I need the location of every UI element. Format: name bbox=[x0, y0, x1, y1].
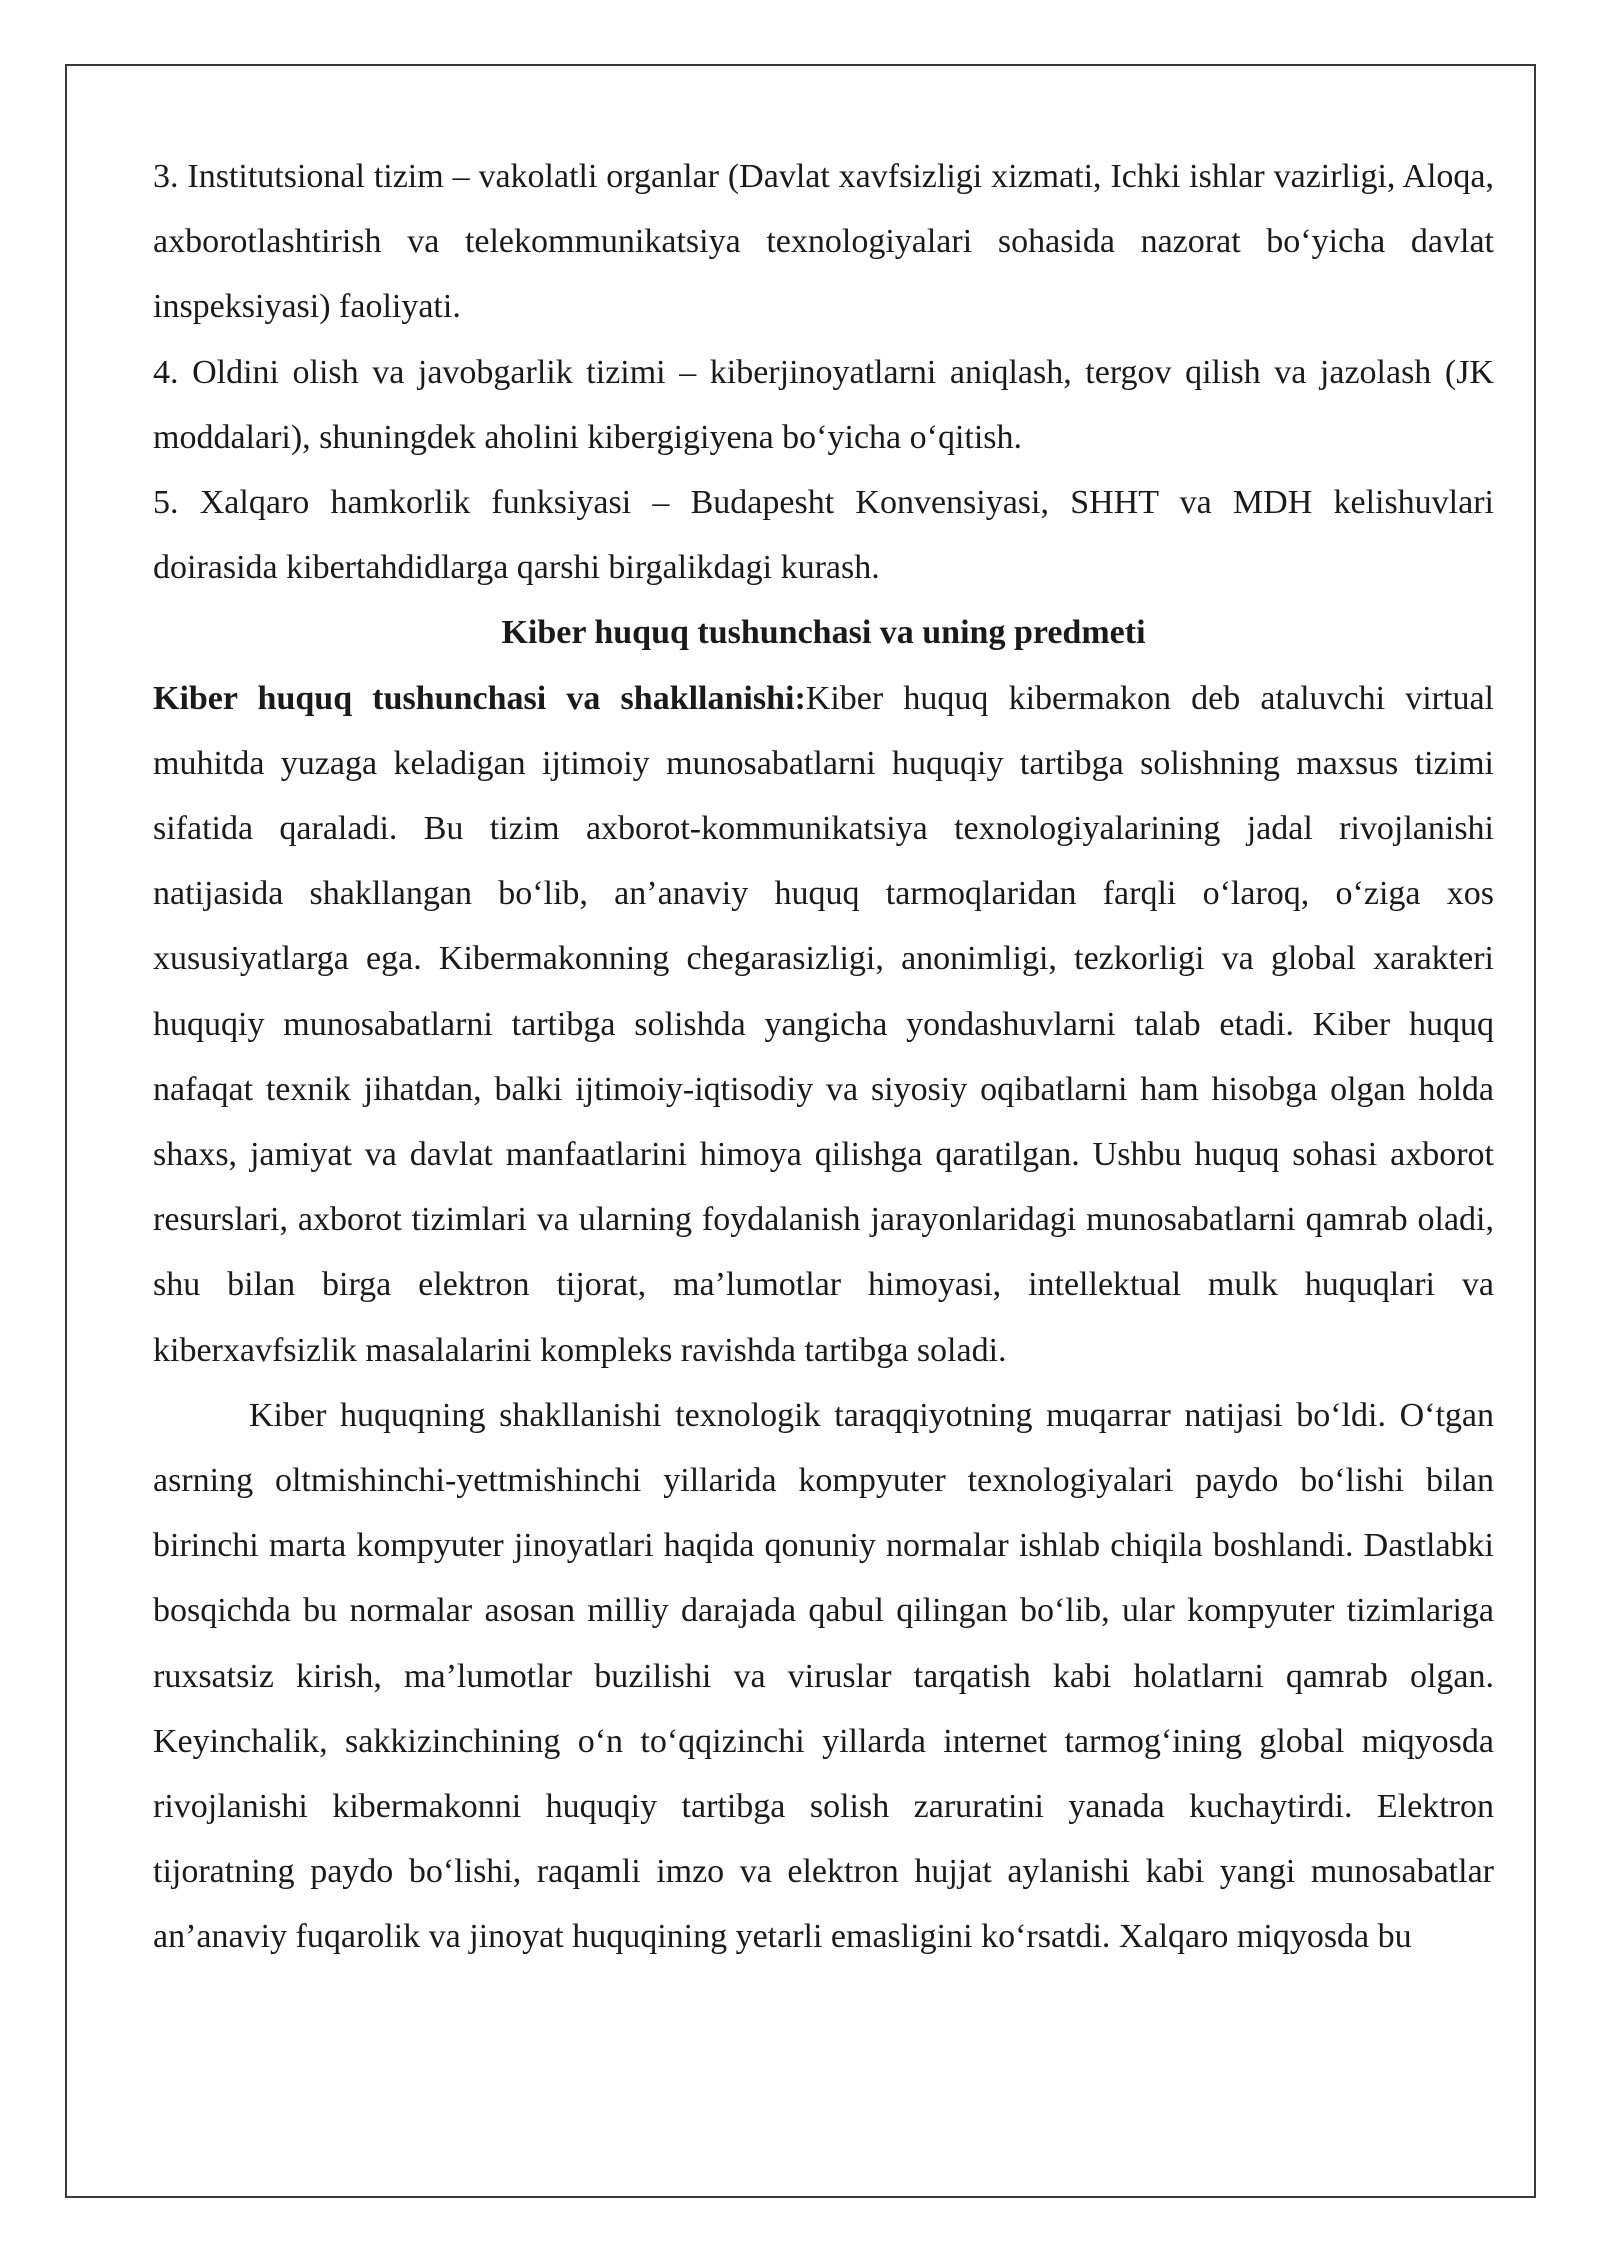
lead-text: Kiber huquq kibermakon deb ataluvchi virtual muhitda yuzaga keladigan ijtimoiy munosabatlarni huquqiy tartibga solishning maxsus tizimi sifatida qaraladi. Bu tizim axborot-kommunikatsiya texnologiyalarining jadal rivojlanishi natijasida shakllangan bo‘lib, an’anaviy huquq tarmoqlaridan farqli o‘laroq, o‘ziga xos xususiyatlarga ega. Kibermakonning chegarasizligi, anonimligi, tezkorligi va global xarakteri huquqiy munosabatlarni tartibga solishda yangicha yondashuvlarni talab etadi. Kiber huquq nafaqat texnik jihatdan, balki ijtimoiy-iqtisodiy va siyosiy oqibatlarni ham hisobga olgan holda shaxs, jamiyat va davlat manfaatlarini himoya qilishga qaratilgan. Ushbu huquq sohasi axborot resurslari, axborot tizimlari va ularning foydalanish jarayonlaridagi munosabatlarni qamrab oladi, shu bilan birga elektron tijorat, ma’lumotlar himoyasi, intellektual mulk huquqlari va kiberxavfsizlik masalalarini kompleks ravishda tartibga soladi. bbox=[153, 679, 1494, 1369]
list-item-5: 5. Xalqaro hamkorlik funksiyasi – Budapesht Konvensiyasi, SHHT va MDH kelishuvlari doirasida kibertahdidlarga qarshi birgalikdagi kurash. bbox=[153, 484, 1494, 587]
list-item-3: 3. Institutsional tizim – vakolatli organlar (Davlat xavfsizligi xizmati, Ichki ishlar vazirligi, Aloqa, axborotlashtirish va telekommunikatsiya texnologiyalari sohasida nazorat bo‘yicha davlat inspeksiyasi) faoliyati. bbox=[153, 158, 1494, 326]
lead-term: Kiber huquq tushunchasi va shakllanishi: bbox=[153, 679, 806, 717]
section-heading: Kiber huquq tushunchasi va uning predmeti bbox=[501, 614, 1146, 652]
list-item-4: 4. Oldini olish va javobgarlik tizimi – kiberjinoyatlarni aniqlash, tergov qilish va jazolash (JK moddalari), shuningdek aholini kibergigiyena bo‘yicha o‘qitish. bbox=[153, 353, 1494, 456]
lead-paragraph bbox=[153, 666, 1494, 1383]
document-body bbox=[153, 144, 1494, 1970]
body-paragraph: Kiber huquqning shakllanishi texnologik taraqqiyotning muqarrar natijasi bo‘ldi. O‘tgan asrning oltmishinchi-yettmishinchi yillarida kompyuter texnologiyalari paydo bo‘lishi bilan birinchi marta kompyuter jinoyatlari haqida qonuniy normalar ishlab chiqila boshlandi. Dastlabki bosqichda bu normalar asosan milliy darajada qabul qilingan bo‘lib, ular kompyuter tizimlariga ruxsatsiz kirish, ma’lumotlar buzilishi va viruslar tarqatish kabi holatlarni qamrab olgan. Keyinchalik, sakkizinchining o‘n to‘qqizinchi yillarda internet tarmog‘ining global miqyosda rivojlanishi kibermakonni huquqiy tartibga solish zaruratini yanada kuchaytirdi. Elektron tijoratning paydo bo‘lishi, raqamli imzo va elektron hujjat aylanishi kabi yangi munosabatlar an’anaviy fuqarolik va jinoyat huquqining yetarli emasligini ko‘rsatdi. Xalqaro miqyosda bu bbox=[153, 1396, 1494, 1956]
